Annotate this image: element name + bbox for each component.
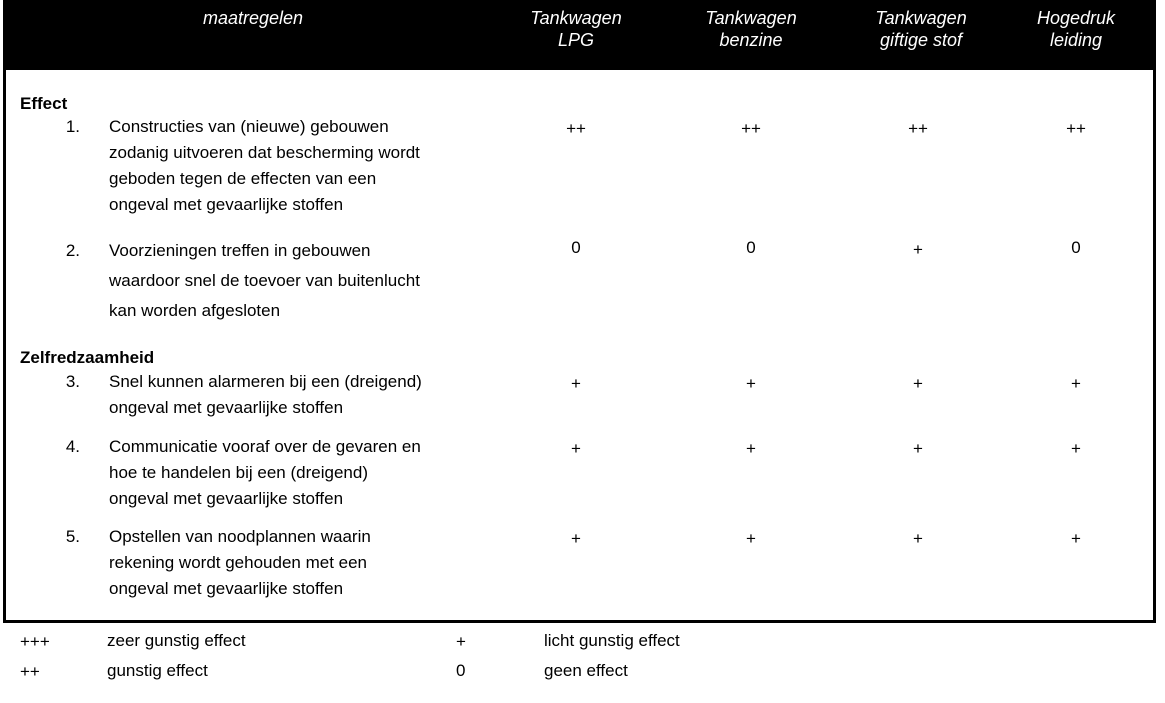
- legend-label: gunstig effect: [107, 661, 208, 680]
- score-hogedruk: ++: [1066, 119, 1086, 138]
- legend-symbol: +++: [20, 632, 50, 651]
- row-measure-text: Snel kunnen alarmeren bij een (dreigend) ongeval met gevaarlijke stoffen: [109, 372, 422, 417]
- legend-symbol: 0: [456, 661, 466, 680]
- score-benzine: ++: [741, 119, 761, 138]
- score-giftige-stof: +: [913, 529, 923, 548]
- score-hogedruk: +: [1071, 374, 1081, 393]
- row-measure-text: Voorzieningen treffen in gebouwen waardoor snel de toevoer van buitenlucht kan worden afgesloten: [109, 241, 420, 320]
- row-measure-text: Communicatie vooraf over de gevaren en hoe te handelen bij een (dreigend) ongeval met gevaarlijke stoffen: [109, 437, 421, 508]
- score-benzine: +: [746, 374, 756, 393]
- row-number: 2.: [65, 241, 80, 260]
- section-title-zelfredzaamheid: Zelfredzaamheid: [20, 348, 155, 367]
- legend-symbol: +: [456, 632, 466, 651]
- header-col-benzine: Tankwagen benzine: [705, 8, 797, 50]
- score-hogedruk: 0: [1071, 238, 1081, 257]
- table-header: [3, 0, 1156, 70]
- legend-label: geen effect: [544, 661, 628, 680]
- header-col-hogedruk: Hogedruk leiding: [1036, 8, 1116, 50]
- score-benzine: +: [746, 439, 756, 458]
- score-hogedruk: +: [1071, 529, 1081, 548]
- legend-label: zeer gunstig effect: [107, 631, 246, 650]
- section-title-effect: Effect: [20, 94, 68, 113]
- score-benzine: 0: [746, 238, 756, 257]
- score-benzine: +: [746, 529, 756, 548]
- score-lpg: +: [571, 529, 581, 548]
- row-number: 5.: [65, 527, 80, 546]
- score-hogedruk: +: [1071, 439, 1081, 458]
- header-col-giftige-stof: Tankwagen giftige stof: [875, 8, 967, 50]
- row-measure-text: Opstellen van noodplannen waarin rekening wordt gehouden met een ongeval met gevaarlijke stoffen: [109, 527, 371, 598]
- score-lpg: 0: [571, 238, 581, 257]
- score-giftige-stof: +: [913, 439, 923, 458]
- row-number: 4.: [65, 437, 80, 456]
- score-giftige-stof: +: [913, 240, 923, 259]
- score-lpg: ++: [566, 119, 586, 138]
- legend-symbol: ++: [20, 662, 40, 681]
- score-lpg: +: [571, 439, 581, 458]
- row-measure-text: Constructies van (nieuwe) gebouwen zodanig uitvoeren dat bescherming wordt geboden tegen de effecten van een ongeval met gevaarlijke stoffen: [109, 117, 420, 214]
- score-giftige-stof: +: [913, 374, 923, 393]
- header-measures: maatregelen: [202, 8, 304, 28]
- score-lpg: +: [571, 374, 581, 393]
- legend-label: licht gunstig effect: [544, 631, 680, 650]
- row-number: 3.: [65, 372, 80, 391]
- score-giftige-stof: ++: [908, 119, 928, 138]
- row-number: 1.: [65, 117, 80, 136]
- header-col-lpg: Tankwagen LPG: [530, 8, 622, 50]
